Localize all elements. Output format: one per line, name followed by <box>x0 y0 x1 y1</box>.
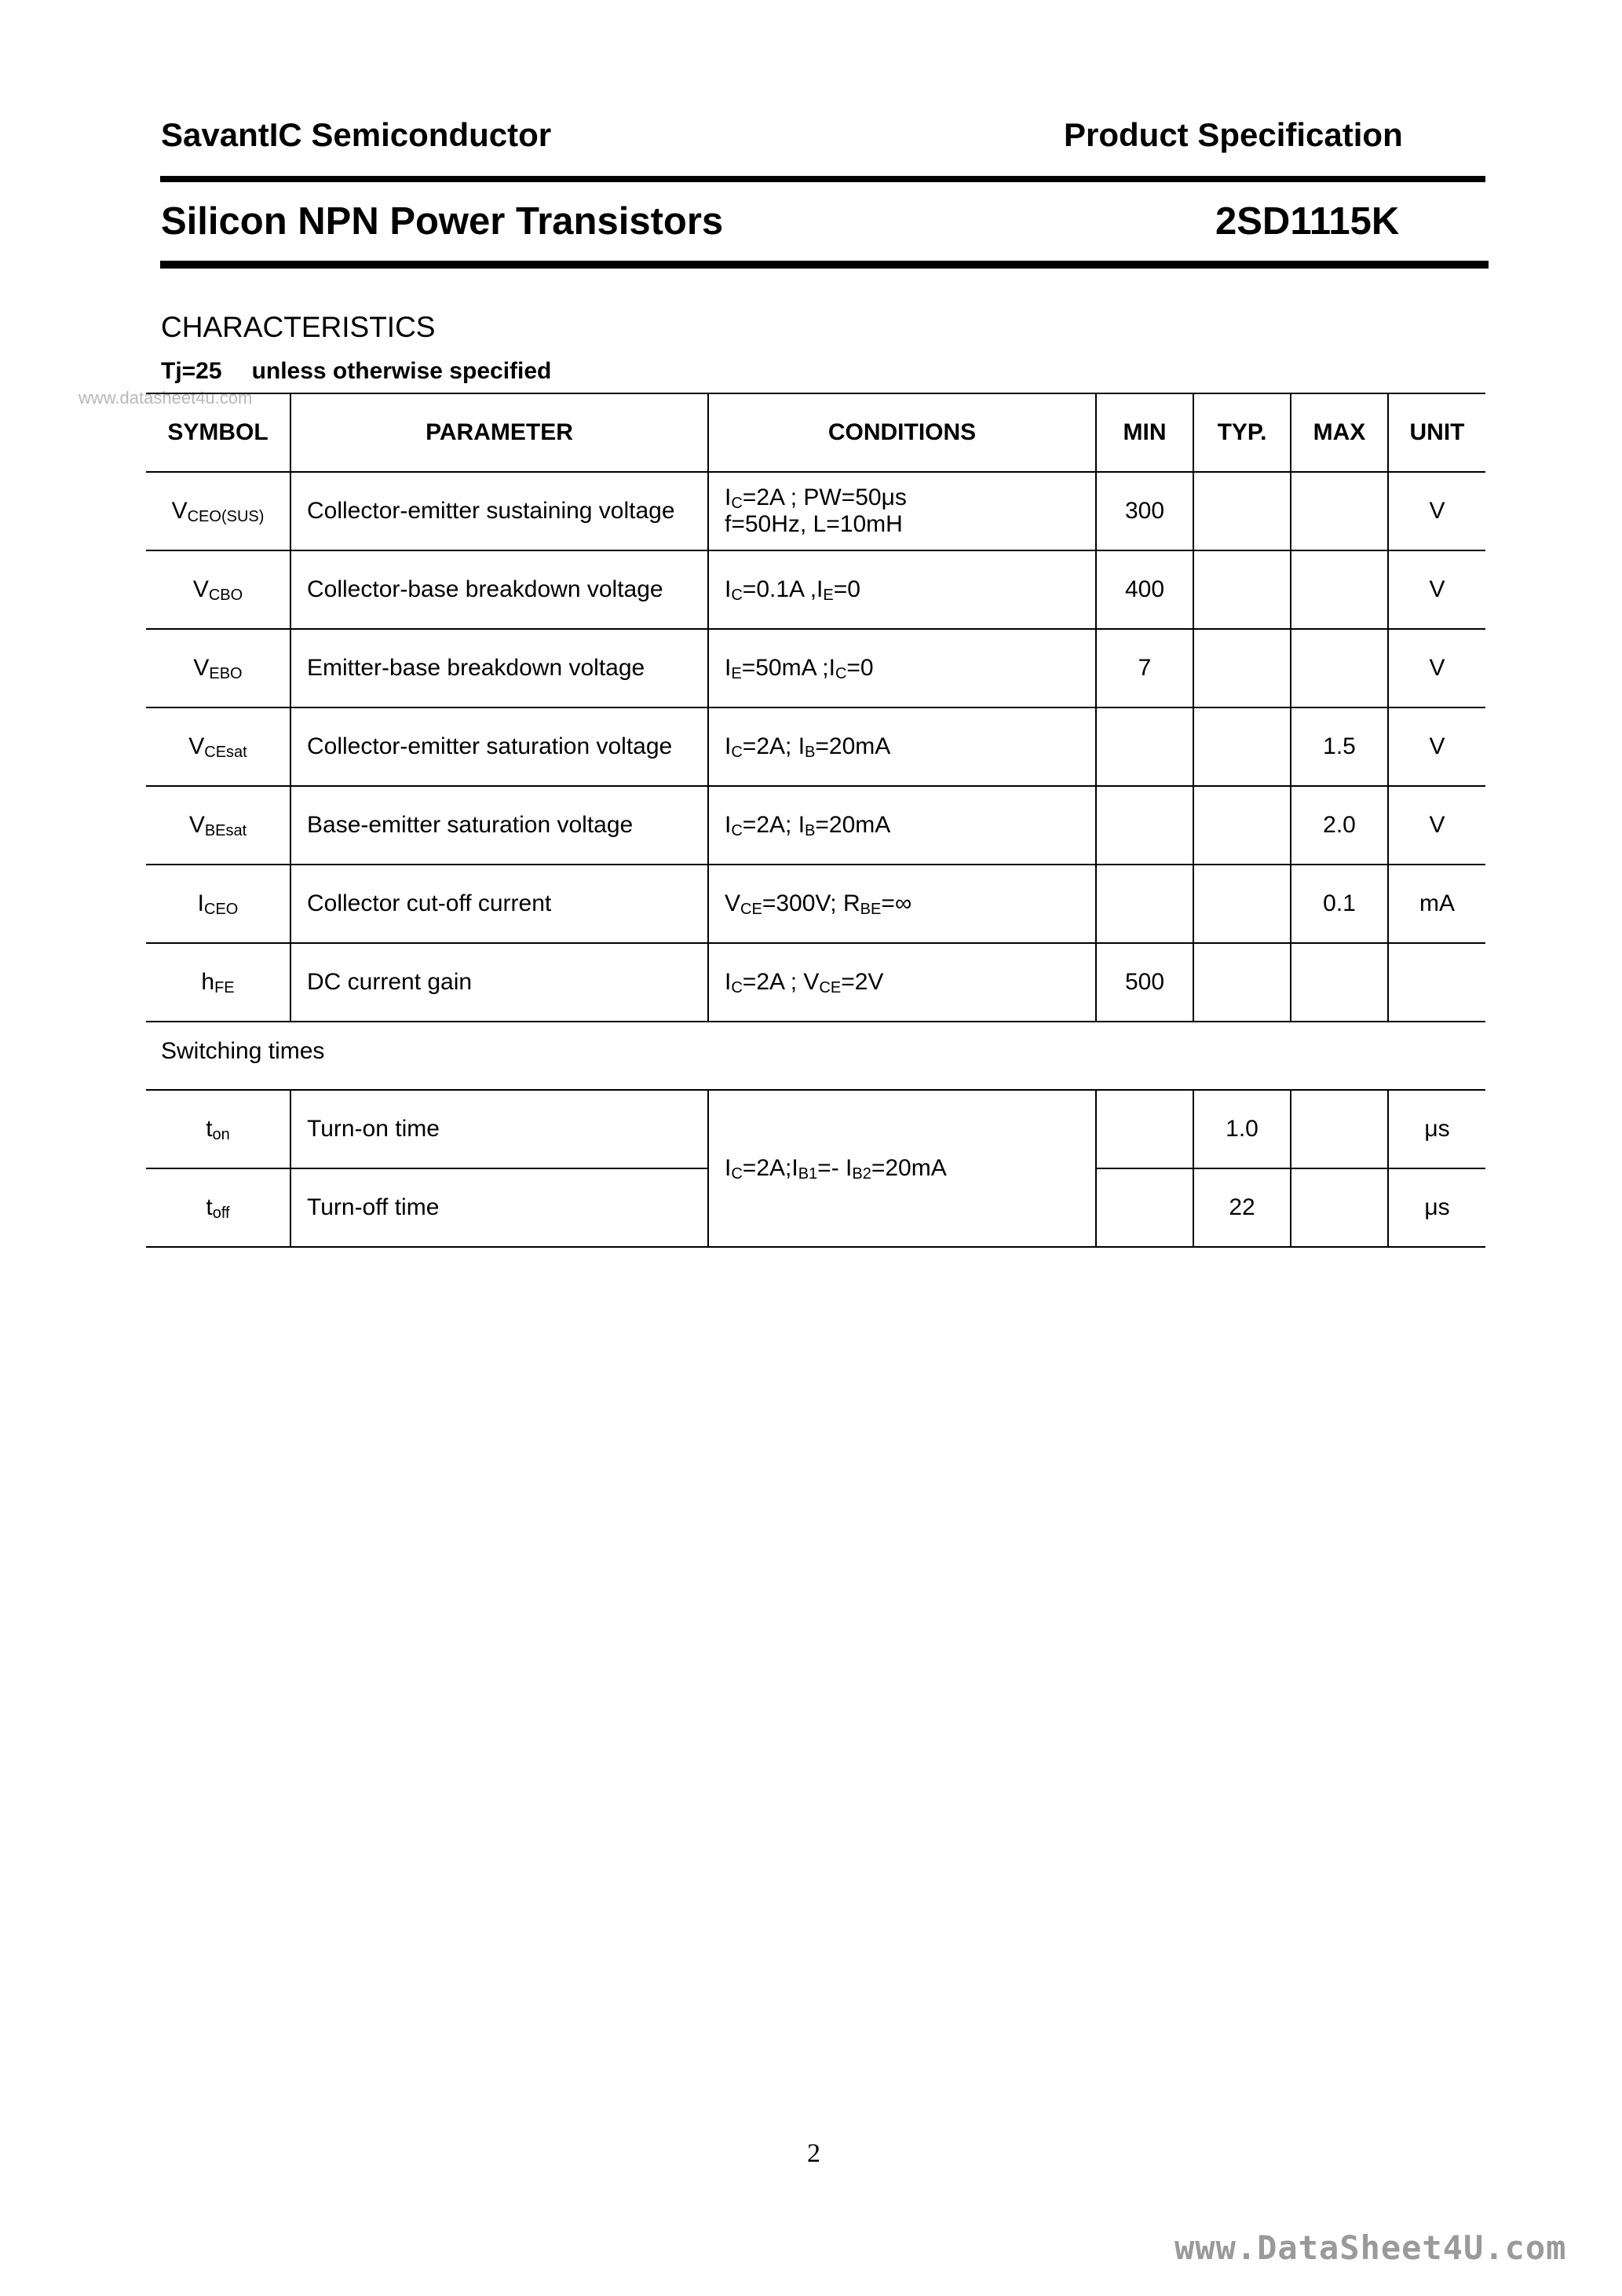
condition-subscript: B1 <box>798 1165 818 1183</box>
parameter-cell: Collector-emitter saturation voltage <box>290 707 708 786</box>
symbol-subscript: off <box>212 1205 230 1222</box>
condition-symbol: I <box>725 969 732 995</box>
switching-times-label: Switching times <box>161 1038 325 1064</box>
condition-note: unless otherwise specified <box>251 358 552 384</box>
symbol-letter: I <box>197 890 204 916</box>
min-cell <box>1096 786 1193 865</box>
symbol-letter: V <box>171 498 188 524</box>
condition-value: =0 <box>846 655 874 681</box>
symbol-letter: V <box>192 576 209 602</box>
symbol-subscript: CEO <box>204 901 239 918</box>
condition-symbol: I <box>725 655 732 681</box>
condition-subscript: B2 <box>852 1165 871 1183</box>
condition-value: =2A ; PW=50μs <box>742 484 907 510</box>
condition-value: =20mA <box>871 1155 947 1181</box>
condition-value: =∞ <box>881 890 912 916</box>
condition-line <box>725 890 1095 917</box>
condition-line <box>725 812 1095 839</box>
unit-cell: μs <box>1388 1090 1485 1168</box>
max-cell <box>1291 943 1388 1022</box>
condition-subscript: BE <box>860 901 882 918</box>
min-cell: 7 <box>1096 629 1193 707</box>
condition-symbol: I <box>725 1155 732 1181</box>
table-row <box>146 786 1485 865</box>
unit-cell: μs <box>1388 1168 1485 1247</box>
condition-value: =2A ; <box>742 969 804 995</box>
condition-symbol: R <box>842 890 860 916</box>
condition-subscript: B <box>805 744 816 761</box>
condition-symbol: V <box>725 890 741 916</box>
condition-subscript: C <box>731 979 743 996</box>
table-header-row <box>146 393 1485 472</box>
symbol-letter: t <box>206 1116 213 1142</box>
condition-line <box>725 733 1095 760</box>
condition-value: =0 <box>833 576 860 602</box>
max-cell: 2.0 <box>1291 786 1388 865</box>
min-cell: 500 <box>1096 943 1193 1022</box>
max-cell <box>1291 1090 1388 1168</box>
condition-subscript: C <box>731 495 743 512</box>
header-conditions: CONDITIONS <box>708 393 1096 472</box>
parameter-cell: Base-emitter saturation voltage <box>290 786 708 865</box>
condition-value: =0.1A , <box>742 576 817 602</box>
conditions-cell <box>708 786 1096 865</box>
header-min: MIN <box>1096 393 1193 472</box>
typ-cell <box>1193 472 1291 550</box>
condition-value: =2A; <box>742 1155 792 1181</box>
document-type: Product Specification <box>1064 116 1403 153</box>
conditions-cell <box>708 472 1096 550</box>
condition-value: =- <box>817 1155 846 1181</box>
condition-subscript: C <box>835 665 847 682</box>
typ-cell <box>1193 629 1291 707</box>
typ-cell <box>1193 707 1291 786</box>
max-cell <box>1291 550 1388 629</box>
condition-symbol: I <box>725 733 732 759</box>
shared-conditions-cell <box>708 1090 1096 1247</box>
watermark-bottom: www.DataSheet4U.com <box>1174 2228 1567 2267</box>
max-cell <box>1291 1168 1388 1247</box>
typ-cell: 22 <box>1193 1168 1291 1247</box>
condition-subscript: C <box>731 587 743 604</box>
switching-row <box>146 1090 1485 1168</box>
min-cell <box>1096 865 1193 943</box>
typ-cell <box>1193 550 1291 629</box>
table-row <box>146 707 1485 786</box>
symbol-cell <box>146 865 290 943</box>
condition-line-2: f=50Hz, L=10mH <box>725 511 903 537</box>
min-cell <box>1096 1090 1193 1168</box>
symbol-cell <box>146 472 290 550</box>
condition-subscript: B <box>805 822 816 839</box>
min-cell <box>1096 1168 1193 1247</box>
typ-cell: 1.0 <box>1193 1090 1291 1168</box>
condition-value: =2A; <box>742 812 798 838</box>
unit-cell: V <box>1388 786 1485 865</box>
condition-subscript: CE <box>740 901 762 918</box>
symbol-cell <box>146 707 290 786</box>
condition-symbol: I <box>798 812 806 838</box>
header-symbol: SYMBOL <box>146 393 290 472</box>
parameter-cell: DC current gain <box>290 943 708 1022</box>
unit-cell: mA <box>1388 865 1485 943</box>
condition-value: =2A; <box>742 733 798 759</box>
table-row <box>146 472 1485 550</box>
symbol-subscript: CEO(SUS) <box>187 508 265 525</box>
watermark-top: www.datasheet4u.com <box>79 388 253 408</box>
symbol-subscript: FE <box>214 979 235 996</box>
header-typ: TYP. <box>1193 393 1291 472</box>
unit-cell: V <box>1388 472 1485 550</box>
header-unit: UNIT <box>1388 393 1485 472</box>
symbol-subscript: EBO <box>209 665 243 682</box>
conditions-cell <box>708 707 1096 786</box>
conditions-cell <box>708 629 1096 707</box>
parameter-cell: Emitter-base breakdown voltage <box>290 629 708 707</box>
condition-subscript: E <box>823 587 834 604</box>
condition-symbol: I <box>816 576 824 602</box>
symbol-subscript: on <box>212 1126 230 1143</box>
parameter-cell: Collector cut-off current <box>290 865 708 943</box>
symbol-letter: V <box>193 655 210 681</box>
min-cell: 400 <box>1096 550 1193 629</box>
symbol-subscript: CBO <box>208 587 243 604</box>
symbol-letter: h <box>201 969 215 995</box>
parameter-cell: Collector-emitter sustaining voltage <box>290 472 708 550</box>
header-rule-bottom <box>160 261 1489 269</box>
unit-cell: V <box>1388 550 1485 629</box>
condition-line <box>725 969 1095 996</box>
condition-line <box>725 655 1095 682</box>
typ-cell <box>1193 865 1291 943</box>
parameter-cell: Turn-off time <box>290 1168 708 1247</box>
condition-symbol: V <box>803 969 820 995</box>
condition-subscript: C <box>731 744 743 761</box>
max-cell <box>1291 629 1388 707</box>
symbol-letter: V <box>188 812 205 838</box>
table-row <box>146 943 1485 1022</box>
conditions-cell <box>708 865 1096 943</box>
typ-cell <box>1193 786 1291 865</box>
condition-value: =20mA <box>815 733 891 759</box>
condition-line <box>725 484 1095 511</box>
max-cell: 1.5 <box>1291 707 1388 786</box>
table-row <box>146 550 1485 629</box>
characteristics-table <box>146 393 1485 1022</box>
condition-value: =2V <box>841 969 884 995</box>
symbol-letter: t <box>206 1194 213 1220</box>
condition-temp: Tj=25 <box>161 358 222 384</box>
parameter-cell: Collector-base breakdown voltage <box>290 550 708 629</box>
condition-symbol: I <box>846 1155 853 1181</box>
symbol-cell <box>146 550 290 629</box>
condition-line <box>725 576 1095 603</box>
condition-symbol: I <box>725 812 732 838</box>
header-rule-top <box>160 176 1485 182</box>
condition-value: =300V; <box>762 890 843 916</box>
condition-subscript: E <box>731 665 742 682</box>
max-cell: 0.1 <box>1291 865 1388 943</box>
symbol-cell <box>146 786 290 865</box>
section-title: CHARACTERISTICS <box>161 311 436 343</box>
parameter-cell: Turn-on time <box>290 1090 708 1168</box>
symbol-letter: V <box>188 733 205 759</box>
condition-subscript: C <box>731 822 743 839</box>
condition-symbol: I <box>791 1155 798 1181</box>
min-cell <box>1096 707 1193 786</box>
part-number: 2SD1115K <box>1215 200 1400 243</box>
symbol-subscript: CEsat <box>204 744 247 761</box>
page-number: 2 <box>807 2139 820 2168</box>
conditions-cell <box>708 943 1096 1022</box>
min-cell: 300 <box>1096 472 1193 550</box>
header-parameter: PARAMETER <box>290 393 708 472</box>
symbol-cell <box>146 1090 290 1168</box>
condition-value: =50mA ; <box>741 655 829 681</box>
condition-symbol: I <box>725 576 732 602</box>
header-max: MAX <box>1291 393 1388 472</box>
condition-symbol: I <box>725 484 732 510</box>
condition-subscript: CE <box>819 979 842 996</box>
conditions-cell <box>708 550 1096 629</box>
symbol-cell <box>146 629 290 707</box>
switching-table <box>146 1089 1485 1248</box>
symbol-cell <box>146 943 290 1022</box>
condition-value: =20mA <box>815 812 891 838</box>
table-row <box>146 865 1485 943</box>
condition-symbol: I <box>798 733 806 759</box>
typ-cell <box>1193 943 1291 1022</box>
unit-cell: V <box>1388 629 1485 707</box>
test-condition <box>161 358 551 385</box>
table-row <box>146 629 1485 707</box>
condition-symbol: I <box>828 655 835 681</box>
symbol-cell <box>146 1168 290 1247</box>
max-cell <box>1291 472 1388 550</box>
unit-cell <box>1388 943 1485 1022</box>
company-name: SavantIC Semiconductor <box>161 116 552 153</box>
condition-subscript: C <box>731 1165 743 1183</box>
product-line: Silicon NPN Power Transistors <box>161 200 724 243</box>
unit-cell: V <box>1388 707 1485 786</box>
symbol-subscript: BEsat <box>204 822 247 839</box>
